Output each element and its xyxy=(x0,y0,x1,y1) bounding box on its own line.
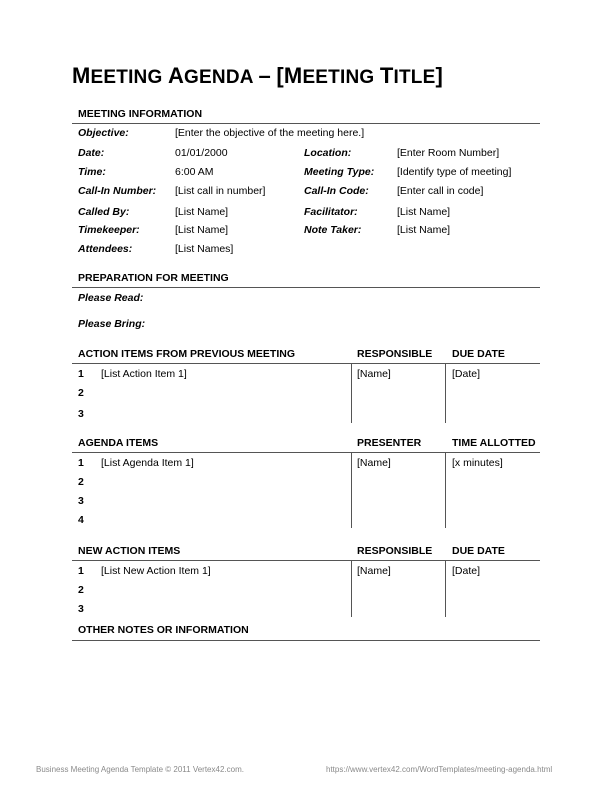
column-divider xyxy=(445,561,446,617)
previous-actions-heading: ACTION ITEMS FROM PREVIOUS MEETING xyxy=(78,348,296,360)
callin-number-value: [List call in number] xyxy=(175,185,266,197)
row-number: 2 xyxy=(78,584,84,596)
date-value: 01/01/2000 xyxy=(175,147,228,159)
row-number: 2 xyxy=(78,387,84,399)
time-allotted-column-header: TIME ALLOTTED xyxy=(452,437,536,449)
meeting-info-heading: MEETING INFORMATION xyxy=(78,108,203,120)
agenda-item: [List Agenda Item 1] xyxy=(101,457,194,469)
callin-code-value: [Enter call in code] xyxy=(397,185,484,197)
time-label: Time: xyxy=(78,166,106,178)
column-divider xyxy=(351,364,352,423)
objective-label: Objective: xyxy=(78,127,129,139)
footer-url[interactable]: https://www.vertex42.com/WordTemplates/meeting-agenda.html xyxy=(326,765,553,774)
divider xyxy=(72,452,540,453)
called-by-value: [List Name] xyxy=(175,206,229,218)
column-divider xyxy=(351,561,352,617)
responsible-column-header: RESPONSIBLE xyxy=(357,545,433,557)
attendees-label: Attendees: xyxy=(78,243,133,255)
divider xyxy=(72,123,540,124)
location-label: Location: xyxy=(304,147,352,159)
row-number: 4 xyxy=(78,514,84,526)
facilitator-label: Facilitator: xyxy=(304,206,358,218)
attendees-value: [List Names] xyxy=(175,243,234,255)
location-value: [Enter Room Number] xyxy=(397,147,500,159)
presenter-column-header: PRESENTER xyxy=(357,437,422,449)
please-bring-label: Please Bring: xyxy=(78,318,146,330)
time-allotted-cell: [x minutes] xyxy=(452,457,503,469)
divider xyxy=(72,363,540,364)
footer-copyright: Business Meeting Agenda Template © 2011 Vertex42.com. xyxy=(36,765,244,774)
note-taker-value: [List Name] xyxy=(397,224,451,236)
page-title: MEETING AGENDA – [MEETING TITLE] xyxy=(72,63,443,88)
responsible-cell: [Name] xyxy=(357,565,391,577)
please-read-label: Please Read: xyxy=(78,292,144,304)
row-number: 1 xyxy=(78,457,84,469)
called-by-label: Called By: xyxy=(78,206,130,218)
note-taker-label: Note Taker: xyxy=(304,224,362,236)
callin-number-label: Call-In Number: xyxy=(78,185,157,197)
timekeeper-label: Timekeeper: xyxy=(78,224,140,236)
action-item: [List Action Item 1] xyxy=(101,368,187,380)
row-number: 3 xyxy=(78,408,84,420)
due-date-column-header: DUE DATE xyxy=(452,545,505,557)
divider xyxy=(72,560,540,561)
responsible-cell: [Name] xyxy=(357,368,391,380)
column-divider xyxy=(445,364,446,423)
new-actions-heading: NEW ACTION ITEMS xyxy=(78,545,181,557)
agenda-heading: AGENDA ITEMS xyxy=(78,437,159,449)
row-number: 1 xyxy=(78,565,84,577)
facilitator-value: [List Name] xyxy=(397,206,451,218)
due-date-column-header: DUE DATE xyxy=(452,348,505,360)
time-value: 6:00 AM xyxy=(175,166,214,178)
callin-code-label: Call-In Code: xyxy=(304,185,369,197)
objective-value: [Enter the objective of the meeting here.] xyxy=(175,127,365,139)
row-number: 2 xyxy=(78,476,84,488)
presenter-cell: [Name] xyxy=(357,457,391,469)
divider xyxy=(72,287,540,288)
column-divider xyxy=(351,453,352,528)
meeting-type-label: Meeting Type: xyxy=(304,166,375,178)
new-action-item: [List New Action Item 1] xyxy=(101,565,211,577)
divider xyxy=(72,640,540,641)
responsible-column-header: RESPONSIBLE xyxy=(357,348,433,360)
timekeeper-value: [List Name] xyxy=(175,224,229,236)
row-number: 3 xyxy=(78,495,84,507)
row-number: 1 xyxy=(78,368,84,380)
due-date-cell: [Date] xyxy=(452,565,481,577)
row-number: 3 xyxy=(78,603,84,615)
meeting-type-value: [Identify type of meeting] xyxy=(397,166,512,178)
column-divider xyxy=(445,453,446,528)
due-date-cell: [Date] xyxy=(452,368,481,380)
date-label: Date: xyxy=(78,147,105,159)
preparation-heading: PREPARATION FOR MEETING xyxy=(78,272,229,284)
other-notes-heading: OTHER NOTES OR INFORMATION xyxy=(78,624,249,636)
